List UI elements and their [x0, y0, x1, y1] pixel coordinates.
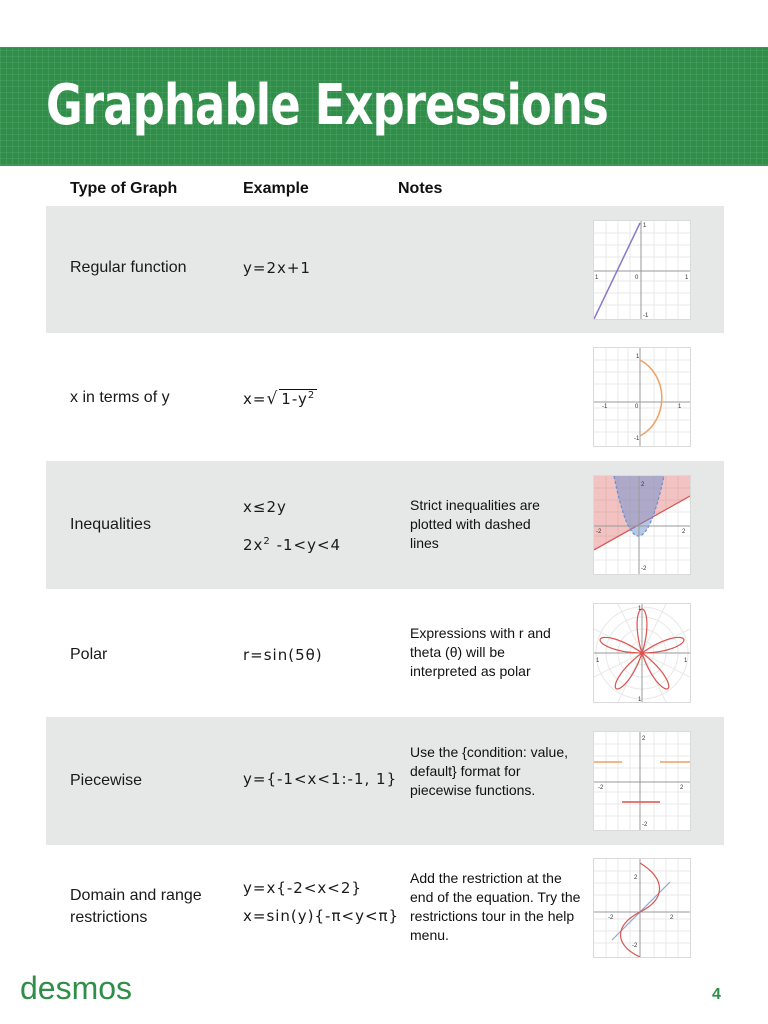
- svg-text:1: 1: [638, 606, 642, 612]
- graph-thumbnail: [593, 858, 691, 958]
- svg-text:-2: -2: [632, 943, 638, 949]
- svg-text:2: 2: [682, 529, 686, 535]
- svg-text:2: 2: [680, 785, 684, 791]
- svg-text:0: 0: [635, 275, 639, 281]
- row-example: x≤2y: [243, 498, 287, 516]
- graph-thumbnail: [593, 475, 691, 575]
- svg-text:0: 0: [635, 404, 639, 410]
- graph-thumbnail: [593, 603, 691, 703]
- graph-thumbnail: [593, 220, 691, 320]
- row-note: Expressions with r and theta (θ) will be interpreted as polar: [410, 625, 551, 679]
- svg-text:-2: -2: [642, 822, 648, 828]
- svg-text:-2: -2: [598, 785, 604, 791]
- row-example: x=√ $1-y^2$: [243, 389, 316, 409]
- row-note: Use the {condition: value, default} format for piecewise functions.: [410, 744, 568, 798]
- svg-text:-2: -2: [641, 566, 647, 572]
- svg-text:2: 2: [642, 736, 646, 742]
- svg-text:1: 1: [595, 275, 599, 281]
- svg-text:-1: -1: [643, 313, 649, 319]
- svg-text:1: 1: [638, 697, 642, 702]
- row-type: x in terms of y: [70, 389, 170, 406]
- page-title: Graphable Expressions: [46, 73, 608, 138]
- row-type: Polar: [70, 646, 108, 663]
- row-type: Inequalities: [70, 516, 151, 533]
- header-example: Example: [243, 180, 309, 197]
- svg-text:1: 1: [678, 404, 682, 410]
- svg-text:1: 1: [685, 275, 689, 281]
- header-type: Type of Graph: [70, 180, 178, 197]
- row-type: Piecewise: [70, 772, 143, 789]
- row-note: Add the restriction at the end of the equation. Try the restrictions tour in the help menu.: [410, 870, 581, 943]
- row-example: y=x{-2<x<2}: [243, 879, 362, 897]
- row-example: y=2x+1: [243, 259, 311, 277]
- graph-thumbnail: [593, 731, 691, 831]
- row-example-2: $2x^2$ -1<y<4: [243, 536, 342, 554]
- row-example-2: x=sin(y){-π<y<π}: [243, 907, 400, 925]
- title-banner: [0, 47, 768, 166]
- desmos-logo: desmos: [20, 970, 133, 1006]
- svg-text:2: 2: [670, 915, 674, 921]
- svg-text:2: 2: [641, 482, 645, 488]
- svg-text:-1: -1: [634, 436, 640, 442]
- row-type: Domain and range restrictions: [70, 887, 202, 926]
- row-example: r=sin(5θ): [243, 646, 323, 664]
- svg-text:1: 1: [643, 223, 647, 229]
- graph-thumbnail: [593, 347, 691, 447]
- svg-text:-2: -2: [596, 529, 602, 535]
- page-number: 4: [712, 986, 721, 1003]
- svg-text:1: 1: [596, 658, 600, 664]
- svg-text:1: 1: [636, 354, 640, 360]
- header-notes: Notes: [398, 180, 443, 197]
- svg-text:-1: -1: [602, 404, 608, 410]
- svg-text:1: 1: [684, 658, 688, 664]
- row-type: Regular function: [70, 259, 187, 276]
- row-note: Strict inequalities are plotted with dashed lines: [410, 497, 540, 551]
- row-example: y={-1<x<1:-1, 1}: [243, 770, 398, 788]
- svg-text:-2: -2: [608, 915, 614, 921]
- svg-text:2: 2: [634, 875, 638, 881]
